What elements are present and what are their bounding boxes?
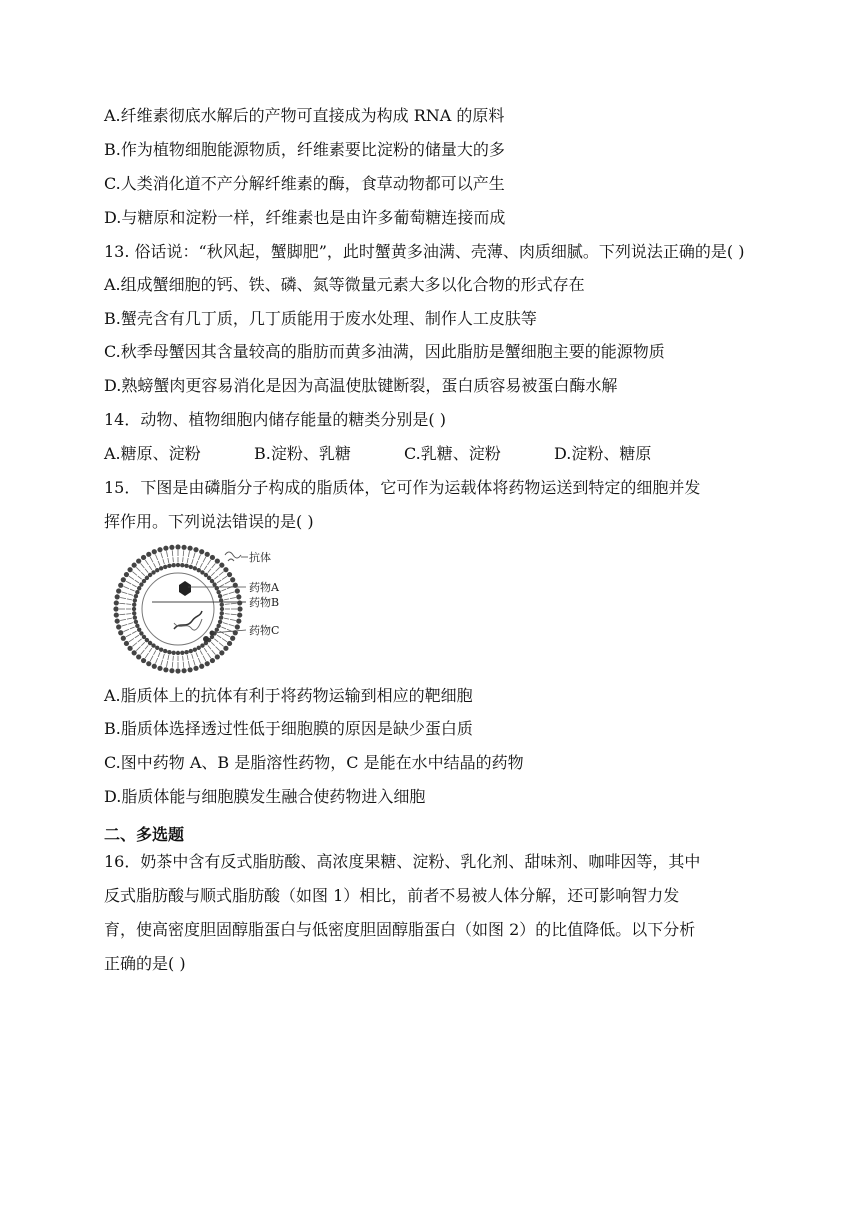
liposome-figure (110, 541, 310, 676)
q12-option-b: B.作为植物细胞能源物质，纤维素要比淀粉的储量大的多 (104, 140, 505, 159)
q14-option-c: C.乳糖、淀粉 (404, 444, 501, 463)
drug-a-icon (179, 581, 191, 596)
q14-option-a: A.糖原、淀粉 (104, 444, 201, 463)
q15-option-a: A.脂质体上的抗体有利于将药物运输到相应的靶细胞 (104, 686, 473, 705)
drug-c-icon (203, 636, 209, 642)
q12-option-d: D.与糖原和淀粉一样，纤维素也是由许多葡萄糖连接而成 (104, 208, 506, 227)
q15-option-b: B.脂质体选择透过性低于细胞膜的原因是缺少蛋白质 (104, 719, 473, 738)
label-drug-b: 药物B (249, 596, 280, 609)
phospholipid-bilayer (113, 544, 242, 673)
q12-option-a: A.纤维素彻底水解后的产物可直接成为构成 RNA 的原料 (104, 106, 505, 125)
q16-line-3: 育，使高密度胆固醇脂蛋白与低密度胆固醇脂蛋白（如图 2）的比值降低。以下分析 (104, 920, 696, 939)
q14-option-b: B.淀粉、乳糖 (254, 444, 351, 463)
q13-option-c: C.秋季母蟹因其含量较高的脂肪而黄多油满，因此脂肪是蟹细胞主要的能源物质 (104, 342, 665, 361)
q16-line-2: 反式脂肪酸与顺式脂肪酸（如图 1）相比，前者不易被人体分解，还可影响智力发 (104, 886, 680, 905)
q15-stem-line-1: 15．下图是由磷脂分子构成的脂质体，它可作为运载体将药物运送到特定的细胞并发 (104, 478, 701, 497)
antibody-icon (225, 552, 241, 558)
q12-option-c: C.人类消化道不产分解纤维素的酶，食草动物都可以产生 (104, 174, 505, 193)
q13-option-a: A.组成蟹细胞的钙、铁、磷、氮等微量元素大多以化合物的形式存在 (104, 275, 585, 294)
q16-line-1: 16．奶茶中含有反式脂肪酸、高浓度果糖、淀粉、乳化剂、甜味剂、咖啡因等，其中 (104, 852, 701, 871)
q15-option-d: D.脂质体能与细胞膜发生融合使药物进入细胞 (104, 787, 426, 806)
inner-aqueous-boundary (142, 573, 214, 645)
q15-stem-line-2: 挥作用。下列说法错误的是( ) (104, 512, 314, 531)
section-heading: 二、多选题 (104, 825, 185, 844)
q13-stem: 13. 俗话说：“秋风起，蟹脚肥”，此时蟹黄多油满、壳薄、肉质细腻。下列说法正确的是( ) (104, 242, 745, 261)
q13-option-d: D.熟螃蟹肉更容易消化是因为高温使肽键断裂，蛋白质容易被蛋白酶水解 (104, 376, 618, 395)
q14-option-d: D.淀粉、糖原 (554, 444, 652, 463)
q14-stem: 14．动物、植物细胞内储存能量的糖类分别是( ) (104, 410, 446, 429)
label-drug-c: 药物C (249, 624, 280, 637)
label-antibody: 抗体 (249, 551, 271, 564)
label-drug-a: 药物A (249, 581, 279, 594)
q15-option-c: C.图中药物 A、B 是脂溶性药物，C 是能在水中结晶的药物 (104, 753, 524, 772)
q16-line-4: 正确的是( ) (104, 954, 186, 973)
q13-option-b: B.蟹壳含有几丁质，几丁质能用于废水处理、制作人工皮肤等 (104, 309, 537, 328)
